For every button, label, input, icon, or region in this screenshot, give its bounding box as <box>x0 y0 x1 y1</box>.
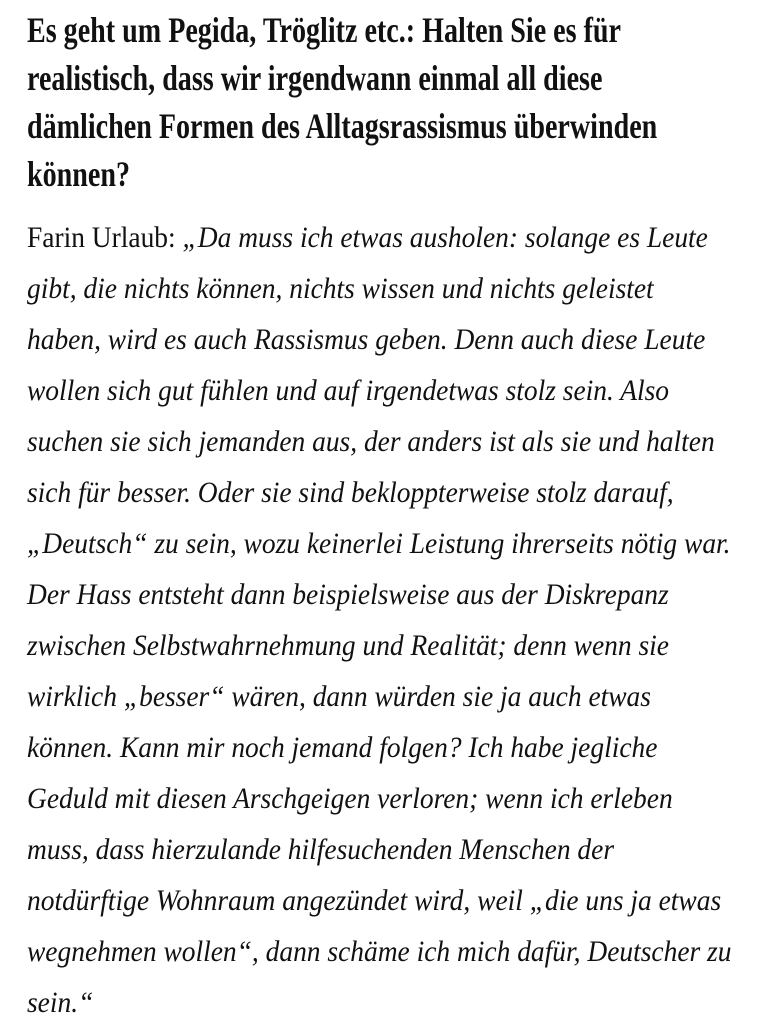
answer-quote: „Da muss ich etwas ausholen: solange es Leute gibt, die nichts können, nichts wissen und nichts geleistet haben, wird es auch Rassismus geben. Denn auch diese Leute wollen sich gut fühlen und auf irgendetwas stolz sein. Also suchen sie sich jemanden aus, der anders ist als sie und halten sich für besser. Oder sie sind bekloppterweise stolz darauf, „Deutsch“ zu sein, wozu keinerlei Leistung ihrerseits nötig war. Der Hass entsteht dann beispielsweise aus der Diskrepanz zwischen Selbstwahrnehmung und Realität; denn wenn sie wirklich „besser“ wären, dann würden sie ja auch etwas können. Kann mir noch jemand folgen? Ich habe jegliche Geduld mit diesen Arschgeigen verloren; wenn ich erleben muss, dass hierzulande hilfesuchenden Menschen der notdürftige Wohnraum angezündet wird, weil „die uns ja etwas wegnehmen wollen“, dann schäme ich mich dafür, Deutscher zu sein.“ <box>27 221 732 1019</box>
interview-answer <box>27 212 733 1024</box>
speaker-name: Farin Urlaub: <box>27 221 183 254</box>
interview-question: Es geht um Pegida, Tröglitz etc.: Halten Sie es für realistisch, dass wir irgendwann einmal all diese dämlichen Formen des Alltagsrassismus überwinden können? <box>27 10 658 194</box>
